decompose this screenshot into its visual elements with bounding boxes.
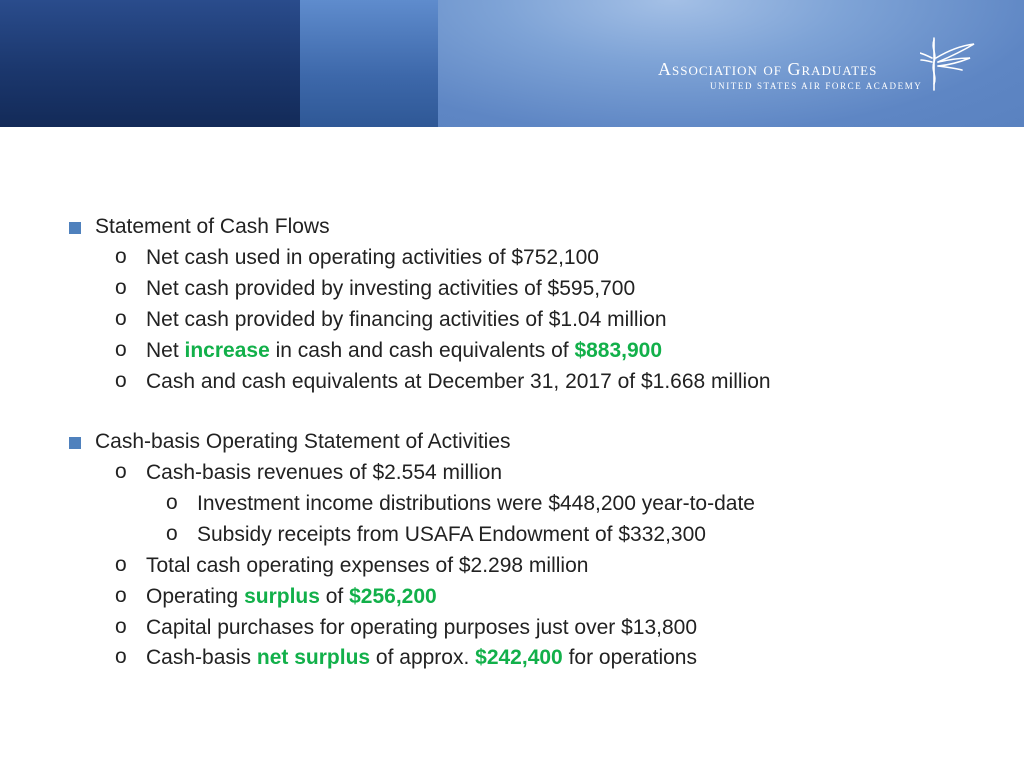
list-item bbox=[146, 645, 697, 671]
sub-sub-bullet-marker: o bbox=[166, 522, 178, 545]
section-title-cash-flows: Statement of Cash Flows bbox=[95, 215, 330, 238]
item-text: Net bbox=[146, 339, 185, 362]
item-text: Operating bbox=[146, 585, 245, 608]
item-text: of approx. bbox=[370, 646, 476, 669]
sub-bullet-marker: o bbox=[115, 338, 127, 361]
highlight-amount: $883,900 bbox=[574, 339, 663, 362]
list-item: Total cash operating expenses of $2.298 million bbox=[146, 554, 589, 577]
sub-bullet-marker: o bbox=[115, 276, 127, 299]
highlight-amount: $256,200 bbox=[349, 585, 437, 608]
item-text: of bbox=[319, 585, 350, 608]
sub-bullet-marker: o bbox=[115, 645, 127, 668]
banner-panel-left bbox=[0, 0, 300, 127]
sub-bullet-marker: o bbox=[115, 584, 127, 607]
sub-bullet-marker: o bbox=[115, 460, 127, 483]
sub-bullet-marker: o bbox=[115, 369, 127, 392]
item-text: Cash-basis bbox=[146, 646, 257, 669]
list-item: Cash and cash equivalents at December 31, 2017 of $1.668 million bbox=[146, 370, 771, 393]
highlight-amount: $242,400 bbox=[475, 646, 563, 669]
aog-logo bbox=[658, 32, 978, 102]
highlight-term: increase bbox=[184, 339, 270, 362]
banner-panel-middle bbox=[300, 0, 438, 127]
list-item: Capital purchases for operating purposes just over $13,800 bbox=[146, 616, 698, 639]
highlight-term: surplus bbox=[244, 585, 320, 608]
list-item: Investment income distributions were $448,200 year-to-date bbox=[197, 492, 755, 515]
header-banner bbox=[0, 0, 1024, 127]
falcon-wings-icon bbox=[920, 32, 976, 98]
logo-title: Association of Graduates bbox=[658, 59, 878, 79]
sub-bullet-marker: o bbox=[115, 307, 127, 330]
sub-sub-bullet-marker: o bbox=[166, 491, 178, 514]
list-item: Net cash provided by investing activities of $595,700 bbox=[146, 277, 636, 300]
sub-bullet-marker: o bbox=[115, 553, 127, 576]
section-title-operating-statement: Cash-basis Operating Statement of Activities bbox=[95, 430, 511, 453]
sub-bullet-marker: o bbox=[115, 615, 127, 638]
sub-bullet-marker: o bbox=[115, 245, 127, 268]
list-item bbox=[146, 584, 437, 610]
highlight-term: net surplus bbox=[256, 646, 371, 669]
logo-subtitle: UNITED STATES AIR FORCE ACADEMY bbox=[710, 81, 923, 91]
section-bullet-square bbox=[69, 222, 81, 234]
list-item bbox=[146, 338, 662, 364]
list-item: Cash-basis revenues of $2.554 million bbox=[146, 461, 503, 484]
list-item: Subsidy receipts from USAFA Endowment of $332,300 bbox=[197, 523, 706, 546]
list-item: Net cash used in operating activities of $752,100 bbox=[146, 246, 599, 269]
list-item: Net cash provided by financing activities of $1.04 million bbox=[146, 308, 667, 331]
item-text: in cash and cash equivalents of bbox=[269, 339, 575, 362]
item-text: for operations bbox=[562, 646, 697, 669]
section-bullet-square bbox=[69, 437, 81, 449]
